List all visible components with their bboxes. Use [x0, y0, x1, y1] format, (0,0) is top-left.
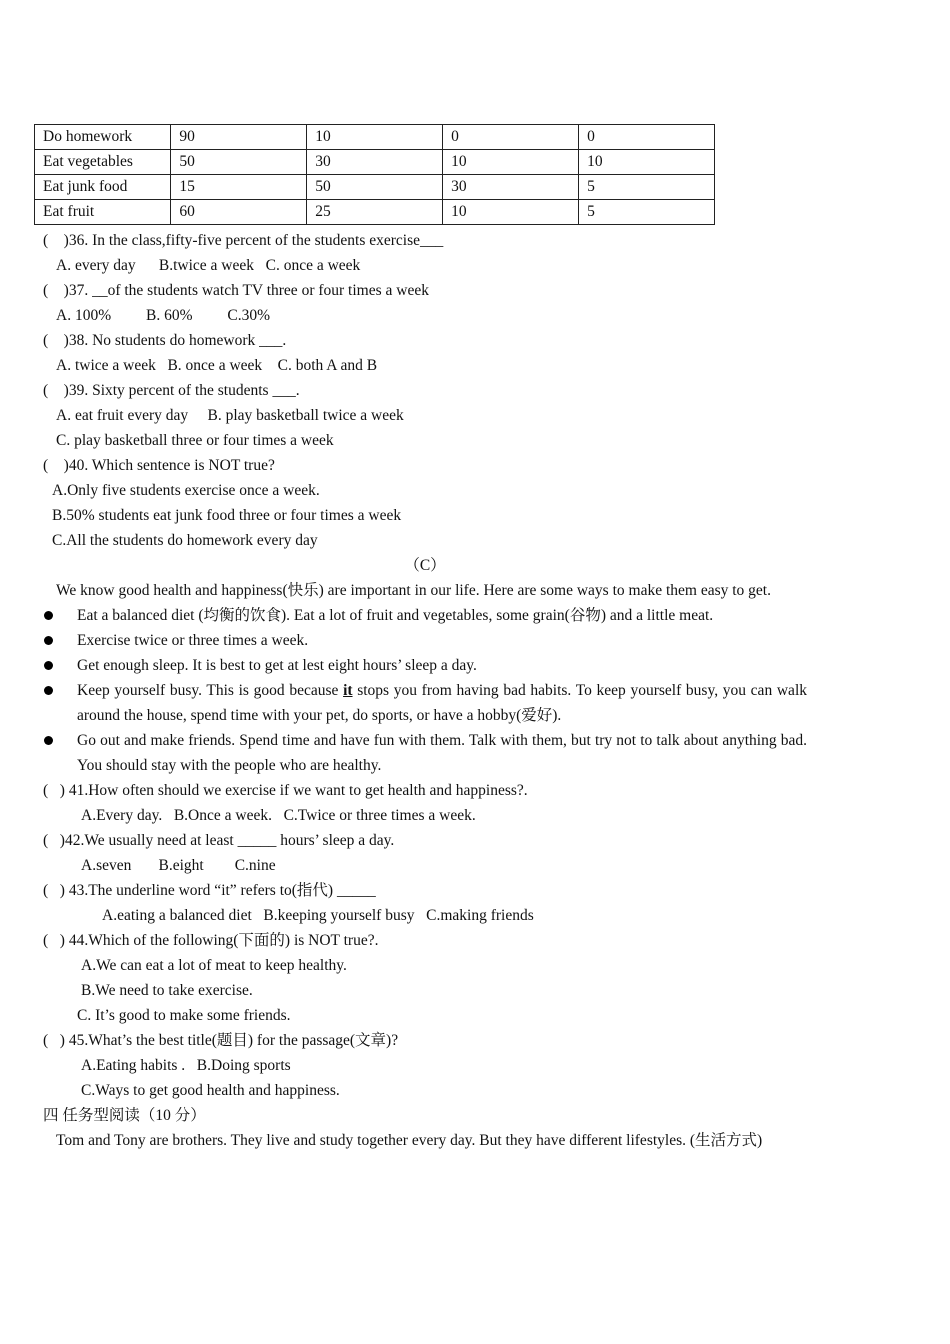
table-cell: Do homework	[35, 125, 171, 150]
table-cell: 15	[171, 175, 307, 200]
survey-table	[34, 124, 715, 225]
question-42: ( )42.We usually need at least _____ hours’ sleep a day.	[43, 832, 395, 849]
table-cell: 10	[443, 150, 579, 175]
section-c-intro	[43, 578, 807, 603]
table-cell: 10	[579, 150, 715, 175]
question-44-option-c: C. It’s good to make some friends.	[77, 1007, 291, 1024]
question-44-option-a: A.We can eat a lot of meat to keep healthy.	[81, 957, 347, 974]
bullet-icon	[44, 611, 53, 620]
question-40-option-c: C.All the students do homework every day	[52, 532, 318, 549]
question-45-option-c: C.Ways to get good health and happiness.	[81, 1082, 340, 1099]
table-cell: 10	[307, 125, 443, 150]
question-45-options-ab: A.Eating habits . B.Doing sports	[81, 1057, 291, 1074]
question-39: ( )39. Sixty percent of the students ___.	[43, 382, 300, 399]
list-item	[43, 678, 807, 728]
list-item-text: Get enough sleep. It is best to get at lest eight hours’ sleep a day.	[77, 657, 477, 674]
question-44: ( ) 44.Which of the following(下面的) is NOT true?.	[43, 932, 379, 949]
table-cell: 5	[579, 175, 715, 200]
table-row	[35, 200, 715, 225]
table-cell: 50	[307, 175, 443, 200]
bullet-icon	[44, 686, 53, 695]
question-43: ( ) 43.The underline word “it” refers to(指代) _____	[43, 882, 376, 899]
list-item-text: Exercise twice or three times a week.	[77, 632, 309, 649]
table-cell: 5	[579, 200, 715, 225]
list-item-text: Eat a balanced diet (均衡的饮食). Eat a lot of fruit and vegetables, some grain(谷物) and a little meat.	[77, 607, 714, 624]
question-45: ( ) 45.What’s the best title(题目) for the passage(文章)?	[43, 1032, 399, 1049]
exercise-body	[43, 228, 807, 1153]
question-36-options: A. every day B.twice a week C. once a week	[56, 257, 361, 274]
table-row	[35, 175, 715, 200]
table-cell: 10	[443, 200, 579, 225]
table-row	[35, 150, 715, 175]
question-42-options: A.seven B.eight C.nine	[81, 857, 276, 874]
underlined-word: it	[343, 682, 353, 699]
question-39-option-c: C. play basketball three or four times a week	[56, 432, 334, 449]
list-item	[43, 603, 807, 628]
table-cell: 30	[307, 150, 443, 175]
question-41-options: A.Every day. B.Once a week. C.Twice or three times a week.	[81, 807, 476, 824]
question-36: ( )36. In the class,fifty-five percent of the students exercise___	[43, 232, 444, 249]
bullet-icon	[44, 736, 53, 745]
question-38-options: A. twice a week B. once a week C. both A and B	[56, 357, 378, 374]
list-item	[43, 728, 807, 778]
intro-text: Tom and Tony are brothers. They live and study together every day. But they have different lifestyles. (生活方式)	[56, 1132, 763, 1149]
question-43-options: A.eating a balanced diet B.keeping yourself busy C.making friends	[102, 907, 534, 924]
list-item	[43, 653, 807, 678]
list-item-text: Go out and make friends. Spend time and have fun with them. Talk with them, but try not to talk about anything bad. You should stay with the people who are healthy.	[77, 732, 807, 774]
question-39-options-ab: A. eat fruit every day B. play basketball twice a week	[56, 407, 404, 424]
question-41: ( ) 41.How often should we exercise if we want to get health and happiness?.	[43, 782, 528, 799]
question-40-option-b: B.50% students eat junk food three or four times a week	[52, 507, 402, 524]
section-c-heading: （C）	[404, 557, 446, 574]
question-37: ( )37. __of the students watch TV three or four times a week	[43, 282, 429, 299]
table-cell: Eat fruit	[35, 200, 171, 225]
table-cell: 0	[579, 125, 715, 150]
list-item-text: stops you from having bad habits. To keep yourself busy, you can walk around the house, spend time with your pet, do sports, or have a hobby(爱好).	[77, 682, 807, 724]
table-cell: 60	[171, 200, 307, 225]
question-37-options: A. 100% B. 60% C.30%	[56, 307, 270, 324]
table-cell: 30	[443, 175, 579, 200]
bullet-icon	[44, 636, 53, 645]
list-item	[43, 628, 807, 653]
table-cell: 25	[307, 200, 443, 225]
question-38: ( )38. No students do homework ___.	[43, 332, 287, 349]
table-cell: 50	[171, 150, 307, 175]
table-cell: Eat vegetables	[35, 150, 171, 175]
table-row	[35, 125, 715, 150]
bullet-icon	[44, 661, 53, 670]
tips-list	[43, 603, 807, 778]
question-40: ( )40. Which sentence is NOT true?	[43, 457, 275, 474]
section-4-intro	[43, 1128, 807, 1153]
question-40-option-a: A.Only five students exercise once a week.	[52, 482, 320, 499]
section-4-heading: 四 任务型阅读（10 分）	[43, 1107, 206, 1124]
intro-text: We know good health and happiness(快乐) are important in our life. Here are some ways to make them easy to get.	[56, 582, 771, 599]
table-cell: 90	[171, 125, 307, 150]
question-44-option-b: B.We need to take exercise.	[81, 982, 253, 999]
table-cell: 0	[443, 125, 579, 150]
list-item-text: Keep yourself busy. This is good because	[77, 682, 344, 699]
table-cell: Eat junk food	[35, 175, 171, 200]
